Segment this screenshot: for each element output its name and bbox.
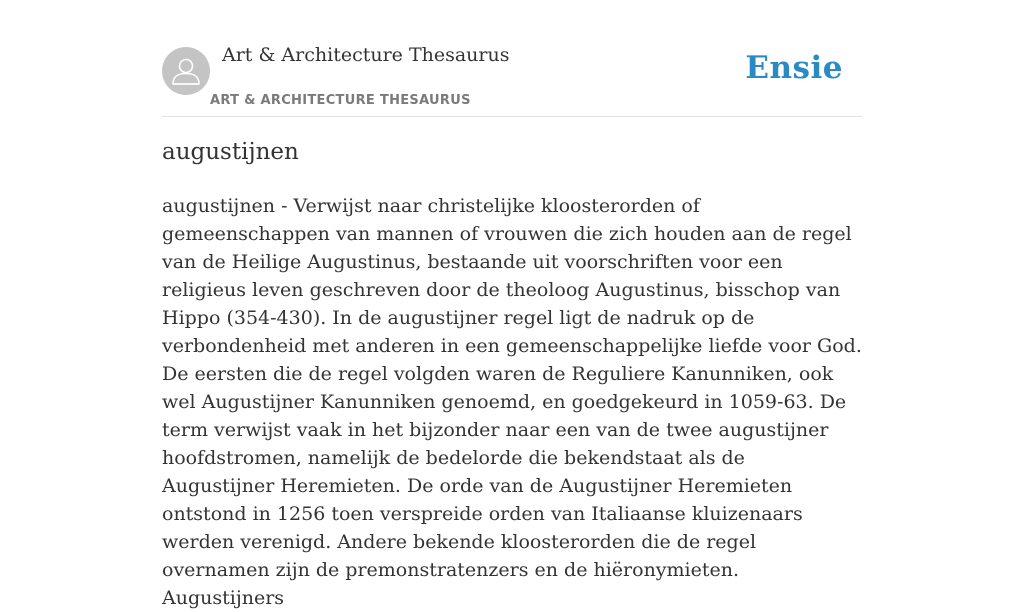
site-logo[interactable]: Ensie	[745, 50, 843, 86]
article-body: augustijnen - Verwijst naar christelijke kloosterorden of gemeenschappen van mannen of vrouwen die zich houden aan de regel van de Heilige Augustinus, bestaande uit voorschriften voor een religieus leven geschreven door de theoloog Augustinus, bisschop van Hippo (354-430). In de augustijner regel ligt de nadruk op de verbondenheid met anderen in een gemeenschappelijke liefde voor God. De eersten die de regel volgden waren de Reguliere Kanunniken, ook wel Augustijner Kanunniken genoemd, en goedgekeurd in 1059-63. De term verwijst vaak in het bijzonder naar een van de twee augustijner hoofdstromen, namelijk de bedelorde die bekendstaat als de Augustijner Heremieten. De orde van de Augustijner Heremieten ontstond in 1256 toen verspreide orden van Italiaanse kluizenaars werden verenigd. Andere bekende kloosterorden die de regel overnamen zijn de premonstratenzers en de hiëronymieten. Augustijners	[162, 195, 862, 609]
header	[162, 0, 862, 117]
page-container	[162, 0, 862, 609]
article-title: augustijnen	[162, 139, 299, 165]
author-name[interactable]: Art & Architecture Thesaurus	[222, 44, 510, 66]
user-avatar-icon[interactable]	[162, 47, 210, 95]
source-label[interactable]: ART & ARCHITECTURE THESAURUS	[210, 93, 471, 108]
